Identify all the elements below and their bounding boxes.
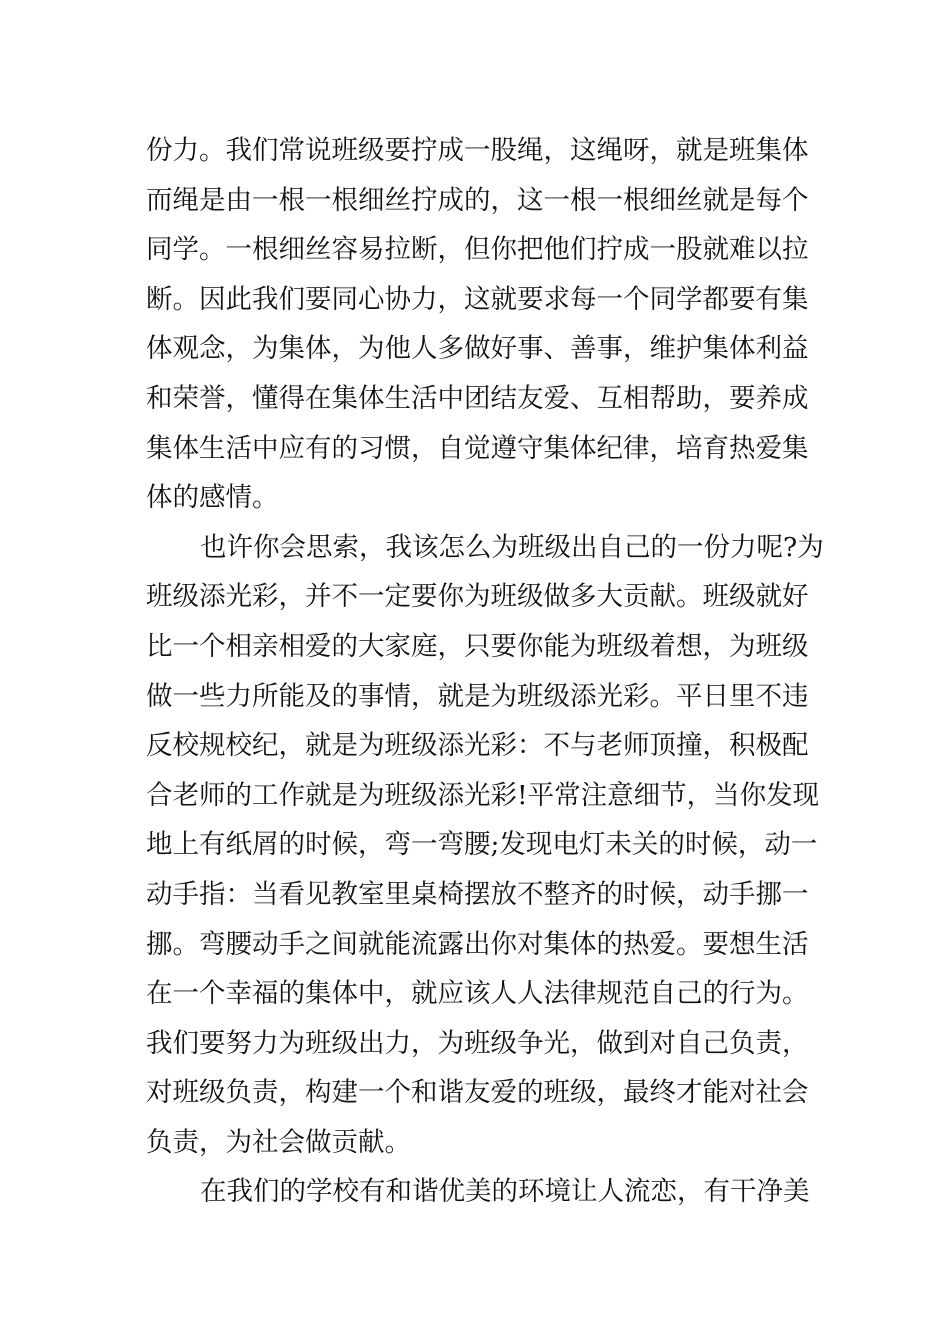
- text-line: 也许你会思索，我该怎么为班级出自己的一份力呢?为: [200, 531, 824, 563]
- text-line: 反校规校纪，就是为班级添光彩：不与老师顶撞，积极配: [146, 730, 809, 762]
- text-line: 而绳是由一根一根细丝拧成的，这一根一根细丝就是每个: [146, 184, 809, 216]
- text-line: 地上有纸屑的时候，弯一弯腰;发现电灯未关的时候，动一: [146, 829, 818, 861]
- text-line: 同学。一根细丝容易拉断，但你把他们拧成一股就难以拉: [146, 234, 809, 266]
- text-line: 对班级负责，构建一个和谐友爱的班级，最终才能对社会: [146, 1077, 809, 1109]
- text-line: 断。因此我们要同心协力，这就要求每一个同学都要有集: [146, 283, 809, 315]
- text-line: 比一个相亲相爱的大家庭，只要你能为班级着想，为班级: [146, 630, 809, 662]
- text-line: 动手指：当看见教室里桌椅摆放不整齐的时候，动手挪一: [146, 878, 809, 910]
- text-line: 做一些力所能及的事情，就是为班级添光彩。平日里不违: [146, 680, 809, 712]
- text-line: 在一个幸福的集体中，就应该人人法律规范自己的行为。: [146, 978, 809, 1010]
- text-line: 合老师的工作就是为班级添光彩!平常注意细节，当你发现: [146, 779, 820, 811]
- text-line: 在我们的学校有和谐优美的环境让人流恋，有干净美: [200, 1176, 810, 1208]
- text-line: 集体生活中应有的习惯，自觉遵守集体纪律，培育热爱集: [146, 432, 809, 464]
- text-line: 班级添光彩，并不一定要你为班级做多大贡献。班级就好: [146, 581, 809, 613]
- text-line: 挪。弯腰动手之间就能流露出你对集体的热爱。要想生活: [146, 928, 809, 960]
- text-line: 和荣誉，懂得在集体生活中团结友爱、互相帮助，要养成: [146, 382, 809, 414]
- text-line: 体的感情。: [146, 482, 279, 514]
- paragraph-1: [146, 126, 808, 523]
- paragraph-2: [146, 523, 824, 1168]
- text-line: 份力。我们常说班级要拧成一股绳，这绳呀，就是班集体: [146, 135, 809, 166]
- text-line: 我们要努力为班级出力，为班级争光，做到对自己负责，: [146, 1027, 809, 1059]
- text-line: 体观念，为集体，为他人多做好事、善事，维护集体利益: [146, 333, 809, 365]
- paragraph-3: [146, 1167, 808, 1217]
- text-line: 负责，为社会做贡献。: [146, 1126, 411, 1158]
- document-page: [146, 126, 824, 1217]
